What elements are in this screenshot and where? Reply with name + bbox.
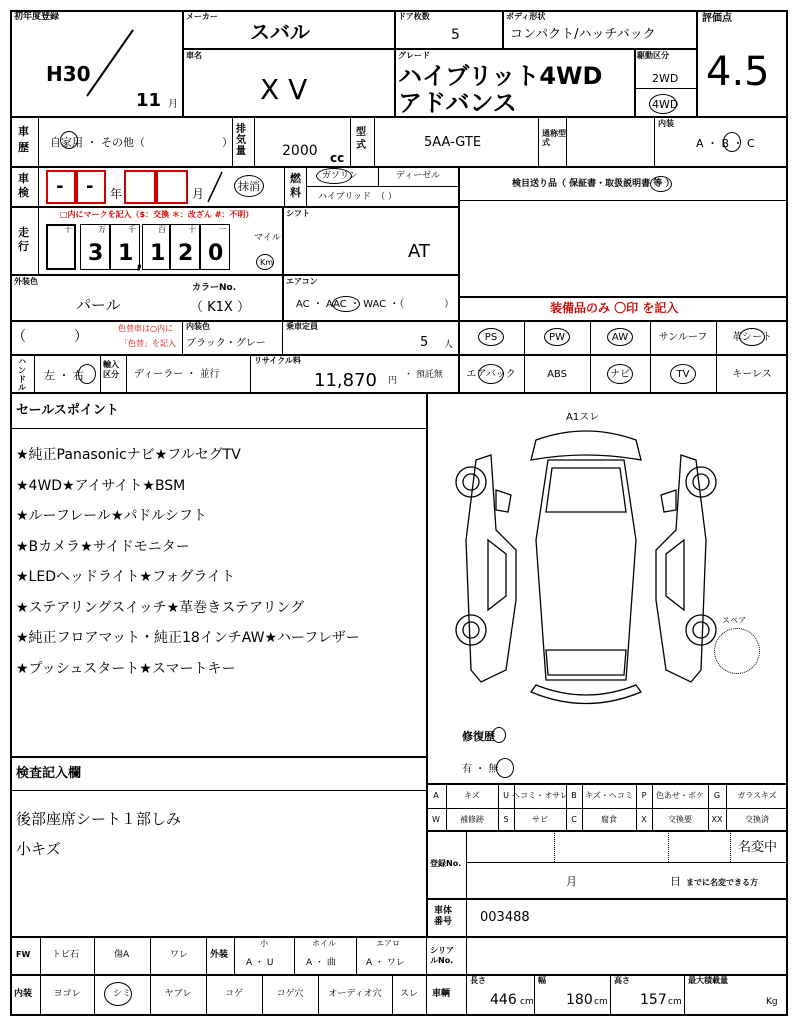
shift-value: AT xyxy=(408,241,430,262)
type-divider-a xyxy=(350,116,351,168)
handle-label: ハンドル xyxy=(18,357,26,393)
recycle-divider xyxy=(250,354,251,394)
reg-day: 日 xyxy=(670,875,681,888)
first-registration-month: 11 xyxy=(136,90,162,111)
mileage-label: 走行 xyxy=(18,226,29,254)
equip-circle xyxy=(607,364,633,384)
interior-grade: A ・ B ・ C xyxy=(696,137,755,150)
b2-div-l xyxy=(684,974,685,1016)
score-value: 4.5 xyxy=(706,49,770,95)
equip-divider xyxy=(650,354,651,394)
model-code: 5AA-GTE xyxy=(424,135,482,150)
height-unit: cm xyxy=(668,997,682,1007)
legend-item: B xyxy=(571,791,577,800)
handle-right-circle xyxy=(78,364,96,384)
fuel-sep xyxy=(306,186,460,187)
car-diagram xyxy=(436,420,736,720)
sales-title: セールスポイント xyxy=(16,403,119,418)
odo-unit-label: 十 xyxy=(188,225,196,234)
inspection-status: 抹消 xyxy=(238,180,260,193)
drive-divider xyxy=(634,88,698,89)
repair-label: 修復歴 xyxy=(462,730,495,743)
body-value: コンパクト/ハッチバック xyxy=(510,27,656,42)
history-label-divider xyxy=(38,116,39,168)
odo-digit: 1 xyxy=(118,241,134,266)
documents-area xyxy=(458,166,788,298)
inspection-month-box-2 xyxy=(156,170,188,204)
shift-label: シフト xyxy=(286,209,310,218)
reg-deadline: までに名変できる方 xyxy=(686,878,758,887)
legend-divider xyxy=(726,784,727,832)
disp-divider-b xyxy=(254,116,255,168)
damage-note: A1スレ xyxy=(566,412,600,423)
b1-div-2 xyxy=(150,936,151,976)
fuel-label: 燃料 xyxy=(290,172,301,200)
month-unit-2: 月 xyxy=(192,187,205,201)
int-color-label: 内装色 xyxy=(186,322,210,331)
b2-size-divider xyxy=(466,974,467,1016)
equip-divider xyxy=(650,320,651,356)
b2-divider xyxy=(426,974,427,1016)
sales-point: ★プッシュスタート★スマートキー xyxy=(16,660,236,677)
equip-item: サンルーフ xyxy=(658,332,708,343)
legend-divider xyxy=(652,784,653,832)
legend-item: X xyxy=(641,815,647,824)
b2-item: ヨゴレ xyxy=(53,989,81,999)
registration-label: 登録No. xyxy=(430,859,462,868)
import-divider-a xyxy=(100,354,101,394)
drive-label: 駆動区分 xyxy=(637,51,669,60)
b2-divider xyxy=(206,974,207,1016)
color-no-label: カラーNo. xyxy=(192,283,237,293)
equip-item: エアバック xyxy=(466,369,516,380)
spare-circle xyxy=(714,628,760,674)
equip-divider xyxy=(590,354,591,394)
chassis-value: 003488 xyxy=(480,910,530,925)
handle-value: 左 ・ 右 xyxy=(44,369,84,382)
legend-item: 腐食 xyxy=(601,815,617,824)
equip-circle xyxy=(478,364,504,384)
equip-divider xyxy=(590,320,591,356)
paren-close: ） xyxy=(74,329,88,345)
body-label: ボディ形状 xyxy=(506,12,546,21)
history-label-2: 歴 xyxy=(18,141,29,154)
b1-div-7 xyxy=(426,936,427,976)
b1-div-3 xyxy=(206,936,207,976)
inspection-slash xyxy=(206,170,224,204)
status-circle xyxy=(234,175,264,197)
capacity-divider xyxy=(282,320,283,356)
color-change-note-2: 「色替」を記入 xyxy=(120,339,176,348)
b2-item: コゲ穴 xyxy=(276,989,304,999)
sales-point: ★純正フロアマット・純正18インチAW★ハーフレザー xyxy=(16,630,360,646)
equip-circle xyxy=(670,364,696,384)
equip-divider xyxy=(524,354,525,394)
fuel-diesel: ディーゼル xyxy=(396,171,441,181)
legend-item: P xyxy=(641,791,647,800)
reg-col-2 xyxy=(668,830,669,862)
b1-div-4 xyxy=(234,936,235,976)
aero-value: A ・ ワレ xyxy=(366,958,405,968)
capacity-label: 乗車定員 xyxy=(286,322,318,331)
b2-divider xyxy=(94,974,95,1016)
b2-divider xyxy=(318,974,319,1016)
history-text: 自家用 ・ その他（ xyxy=(50,136,145,149)
disp-divider-a xyxy=(232,116,233,168)
ac-label: エアコン xyxy=(286,277,318,286)
serial-label: シリアルNo. xyxy=(430,946,454,965)
odo-digit: 2 xyxy=(178,241,194,266)
wheel-label: ホイル xyxy=(312,939,336,948)
int-color-value: ブラック・グレー xyxy=(186,338,266,349)
b2-divider xyxy=(392,974,393,1016)
legend-item: A xyxy=(433,791,439,800)
fuel-gas: ガソリン xyxy=(322,171,359,181)
aero-label: エアロ xyxy=(376,939,400,948)
capacity-unit: 人 xyxy=(444,340,454,350)
capacity-value: 5 xyxy=(420,335,429,350)
import-label: 輸入区分 xyxy=(103,360,119,379)
type-label: 型式 xyxy=(356,127,366,151)
b1-item-3: ワレ xyxy=(170,950,189,960)
spare-label: スペア xyxy=(722,616,746,625)
year-unit: 年 xyxy=(110,187,123,201)
b1-div-8 xyxy=(466,936,467,976)
ext-label: 外装 xyxy=(210,950,229,960)
int-label: 内装 xyxy=(14,989,33,999)
fuel-paren: （ ） xyxy=(376,192,397,202)
inspection-label: 車検 xyxy=(18,172,29,200)
odo-unit-label: 千 xyxy=(128,225,136,234)
odo-unit-label: 十 xyxy=(64,225,72,234)
sales-point: ★ステアリングスイッチ★革巻きステアリング xyxy=(16,599,305,616)
equip-circle xyxy=(607,328,633,346)
legend-item: XX xyxy=(711,815,723,824)
load-label: 最大積載量 xyxy=(688,976,728,985)
odo-digit: 1 xyxy=(150,241,166,266)
odo-unit-label: 万 xyxy=(98,225,106,234)
equip-circle xyxy=(544,328,570,346)
equip-divider xyxy=(716,354,717,394)
equip-item: TV xyxy=(676,369,690,380)
legend-divider xyxy=(708,784,709,832)
load-unit: Kg xyxy=(766,997,778,1007)
equip-item: ナビ xyxy=(610,369,630,380)
fuel-divider-b xyxy=(306,166,307,208)
month-unit: 月 xyxy=(168,99,178,110)
reg-col-1 xyxy=(554,830,555,862)
legend-item: C xyxy=(571,815,577,824)
interior-label: 内装 xyxy=(658,119,674,128)
b2-item: シミ xyxy=(112,989,132,999)
equip-note: 装備品のみ 〇印 を記入 xyxy=(550,301,679,315)
equip-item: 革シート xyxy=(732,332,772,343)
equip-item: ABS xyxy=(547,369,567,380)
handle-divider xyxy=(34,354,35,394)
legend-item: W xyxy=(432,815,440,824)
history-label-1: 車 xyxy=(18,125,29,138)
inspection-dash-1: - xyxy=(56,176,64,197)
mileage-note: □内にマークを記入（$：交換 ＊：改ざん #：不明） xyxy=(60,210,254,219)
km-circle xyxy=(256,254,274,270)
height-value: 157 xyxy=(640,992,667,1008)
legend-item: ガラスキズ xyxy=(737,791,777,800)
b2-item: スレ xyxy=(399,989,419,999)
inspection-month-box-1 xyxy=(124,170,156,204)
length-unit: cm xyxy=(520,997,534,1007)
private-use-circle xyxy=(60,131,78,149)
fuel-divider-a xyxy=(284,166,285,208)
grade-label: グレード xyxy=(398,51,430,60)
b2-div-h xyxy=(610,974,611,1016)
b2-divider xyxy=(150,974,151,1016)
legend-item: キズ xyxy=(464,791,480,800)
unit-mile: マイル xyxy=(254,233,281,243)
ext-color-value: パール xyxy=(76,296,121,314)
b2-item: ヤブレ xyxy=(164,989,192,999)
b2-item: オーディオ穴 xyxy=(328,989,382,999)
legend-item: 交換済 xyxy=(745,815,769,824)
legend-item: 交換要 xyxy=(668,815,692,824)
legend-divider xyxy=(446,784,447,832)
legend-item: 色あせ・ボケ xyxy=(656,791,704,800)
interior-b-circle xyxy=(723,132,741,152)
small-value: A ・ U xyxy=(246,958,274,968)
grade-line2: アドバンス xyxy=(398,89,517,117)
registration-cell xyxy=(426,830,788,900)
reg-divider xyxy=(466,830,467,900)
equip-circle xyxy=(739,328,765,346)
legend-item: ヘコミ・オサレ xyxy=(512,791,568,800)
equip-item: PS xyxy=(484,332,498,343)
common-divider-b xyxy=(566,116,567,168)
common-type-label: 通称型式 xyxy=(542,129,566,147)
color-change-note-1: 色替車は○内に xyxy=(118,324,173,333)
b1-div-5 xyxy=(294,936,295,976)
legend-item: S xyxy=(503,815,509,824)
legend-divider xyxy=(636,784,637,832)
b1-div-1 xyxy=(94,936,95,976)
width-value: 180 xyxy=(566,992,593,1008)
odo-digit: 3 xyxy=(88,241,104,266)
legend-divider xyxy=(498,784,499,832)
stain-circle xyxy=(104,982,132,1006)
inspect-section xyxy=(10,756,428,938)
sales-point: ★Bカメラ★サイドモニター xyxy=(16,538,190,555)
odo-digit: 0 xyxy=(208,241,224,266)
inspection-dash-2: - xyxy=(86,176,94,197)
equip-divider xyxy=(524,320,525,356)
legend-sep xyxy=(426,808,788,809)
ext-color-label: 外装色 xyxy=(14,277,38,286)
b2-divider xyxy=(262,974,263,1016)
length-value: 446 xyxy=(490,992,517,1008)
width-unit: cm xyxy=(594,997,608,1007)
sales-point: ★純正Panasonicナビ★フルセグTV xyxy=(16,447,241,463)
recycle-label: リサイクル料 xyxy=(254,356,301,365)
car-name-value: X V xyxy=(260,73,308,106)
doors-value: 5 xyxy=(451,27,460,43)
height-label: 高さ xyxy=(614,976,630,985)
import-divider-b xyxy=(126,354,127,394)
car-name-label: 車名 xyxy=(186,51,202,60)
ac-close: ） xyxy=(444,299,454,310)
drive-2wd: 2WD xyxy=(652,72,679,85)
repair-value: 有 ・ 無 xyxy=(462,764,499,775)
documents-sep xyxy=(458,200,788,201)
length-label: 長さ xyxy=(470,976,486,985)
drive-4wd: 4WD xyxy=(652,98,679,111)
interior-divider xyxy=(654,116,655,168)
b1-div-0 xyxy=(40,936,41,976)
legend-divider xyxy=(582,784,583,832)
equip-divider xyxy=(716,320,717,356)
chassis-label: 車体番号 xyxy=(434,906,453,927)
reg-sep xyxy=(466,862,788,863)
equip-circle xyxy=(478,328,504,346)
fuel-gas-circle xyxy=(316,168,352,184)
mileage-label-divider xyxy=(38,206,39,276)
legend-item: サビ xyxy=(532,815,548,824)
import-value: ディーラー ・ 並行 xyxy=(134,369,220,380)
maker-value: スバル xyxy=(250,20,310,44)
width-label: 幅 xyxy=(538,976,546,985)
fuel-divider-c xyxy=(378,166,379,186)
ac-value: AC ・ AAC ・ WAC ・（ xyxy=(296,299,405,310)
first-registration-era: H30 xyxy=(46,62,91,86)
repair-label-circle xyxy=(492,727,506,743)
deposit-text: ・ 預託無 xyxy=(404,370,443,380)
equip-item: PW xyxy=(549,332,565,343)
displacement-unit: cc xyxy=(330,151,345,165)
odo-unit-label: 百 xyxy=(158,225,166,234)
sales-title-sep xyxy=(10,428,428,429)
size-label: 車輌 xyxy=(432,989,451,999)
common-divider xyxy=(538,116,539,168)
drive-4wd-circle xyxy=(649,94,677,114)
repair-none-circle xyxy=(496,758,514,778)
int-color-divider xyxy=(182,320,183,356)
recycle-value: 11,870 xyxy=(314,370,377,391)
unit-km: Km xyxy=(260,258,274,267)
b2-item: コゲ xyxy=(224,989,244,999)
wheel-value: A ・ 曲 xyxy=(306,958,336,968)
recycle-unit: 円 xyxy=(388,376,398,386)
color-no-value: （ K1X ） xyxy=(190,300,250,315)
odo-unit-label: 一 xyxy=(218,225,226,234)
legend-item: 補修跡 xyxy=(460,815,484,824)
legend-item: U xyxy=(503,791,509,800)
b2-div-w xyxy=(534,974,535,1016)
inspect-line-1: 後部座席シート１部しみ xyxy=(16,810,182,828)
chassis-divider xyxy=(466,898,467,938)
small-label: 小 xyxy=(260,939,268,948)
sales-point: ★4WD★アイサイト★BSM xyxy=(16,477,186,494)
inspect-line-2: 小キズ xyxy=(16,840,61,858)
aac-circle xyxy=(332,296,360,312)
b1-item-2: 傷A xyxy=(114,950,130,960)
legend-item: G xyxy=(713,791,721,800)
b1-div-6 xyxy=(356,936,357,976)
reg-col-3 xyxy=(730,830,731,862)
score-label: 評価点 xyxy=(702,13,732,24)
displacement-label: 排気量 xyxy=(236,124,246,157)
odo-comma: , xyxy=(136,252,143,273)
b1-item-1: トビ石 xyxy=(52,950,80,960)
inspect-title: 検査記入欄 xyxy=(16,766,82,781)
history-close: ） xyxy=(222,136,233,149)
name-change: 名変中 xyxy=(738,840,778,855)
doors-label: ドア枚数 xyxy=(398,12,430,21)
fw-label: FW xyxy=(16,950,31,959)
b2-divider xyxy=(40,974,41,1016)
sales-point: ★LEDヘッドライト★フォグライト xyxy=(16,569,235,585)
grade-line1: ハイブリット4WD xyxy=(398,62,603,90)
type-divider-b xyxy=(374,116,375,168)
documents-text: 検目送り品（ 保証書・取扱説明書 等 ） xyxy=(512,179,675,189)
first-registration-label: 初年度登録 xyxy=(14,12,60,22)
reg-month: 月 xyxy=(566,875,577,888)
equip-item: キーレス xyxy=(732,369,772,380)
equip-item: AW xyxy=(611,332,629,343)
inspect-title-sep xyxy=(10,790,428,791)
maker-label: メーカー xyxy=(186,12,218,21)
fuel-hybrid: ハイブリッド xyxy=(318,192,372,202)
displacement-value: 2000 xyxy=(282,143,318,159)
slash-mark xyxy=(85,28,135,98)
paren-open: （ xyxy=(12,329,26,345)
sales-point: ★ルーフレール★パドルシフト xyxy=(16,508,207,524)
inspection-label-divider xyxy=(38,166,39,208)
legend-item: キズ・ヘコミ xyxy=(585,791,633,800)
